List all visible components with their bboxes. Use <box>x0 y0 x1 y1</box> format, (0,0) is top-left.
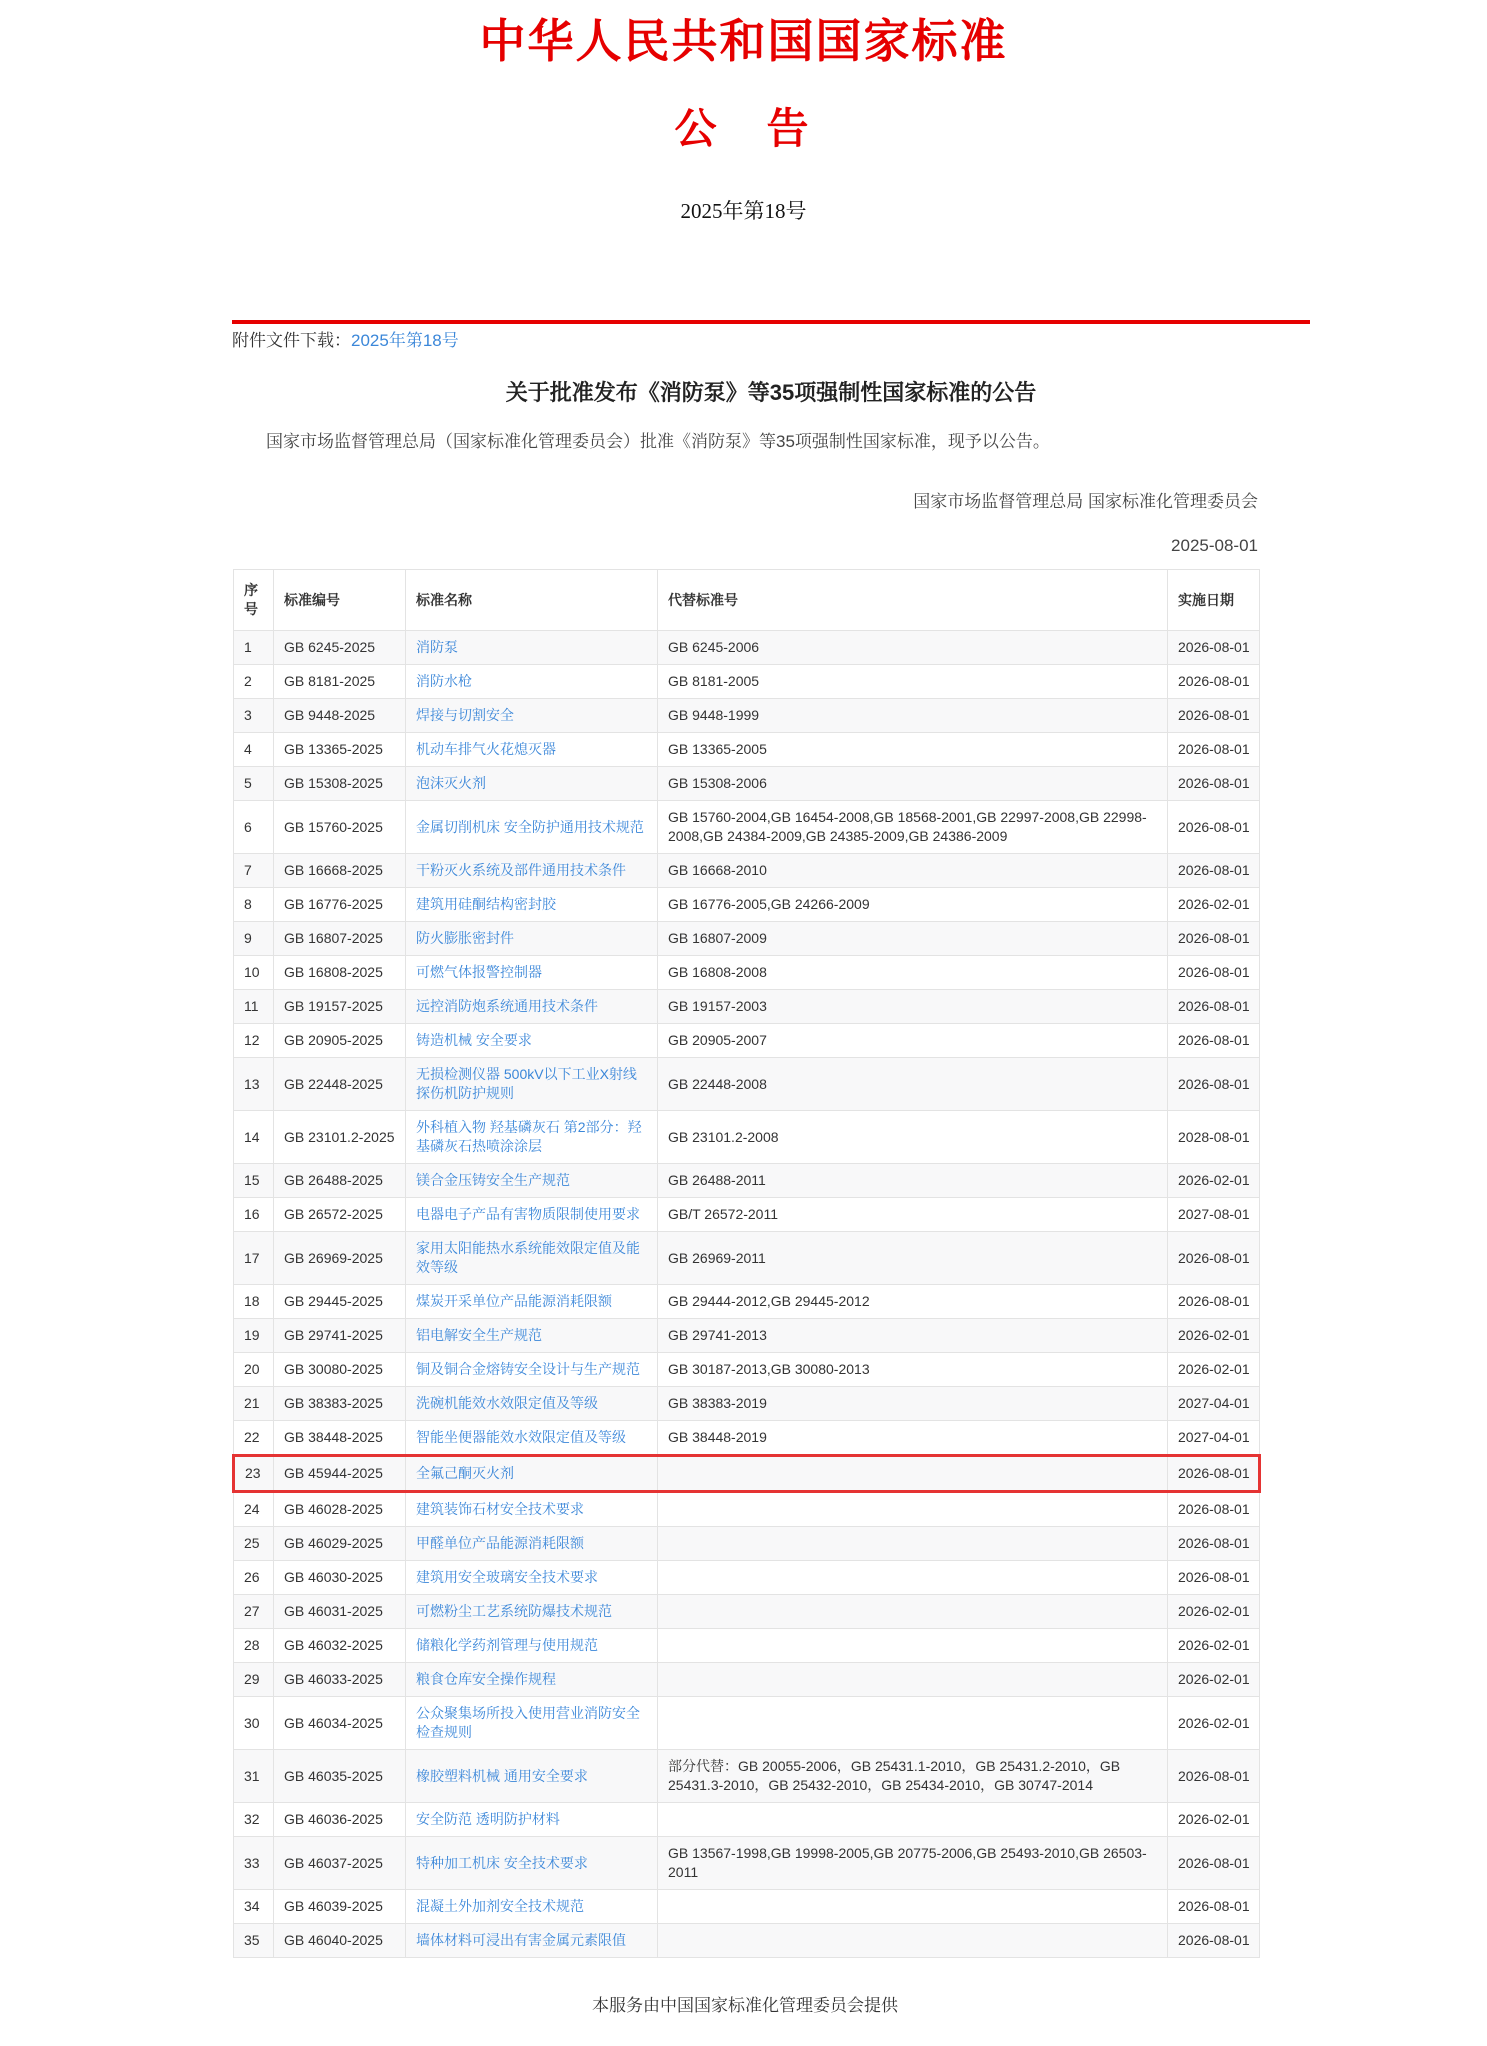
cell-date: 2026-08-01 <box>1168 631 1260 665</box>
standards-table-body <box>234 631 1260 1958</box>
cell-code: GB 15760-2025 <box>274 801 406 854</box>
cell-seq: 26 <box>234 1561 274 1595</box>
table-row <box>234 1198 1260 1232</box>
table-row <box>234 1527 1260 1561</box>
standard-name-link[interactable]: 储粮化学药剂管理与使用规范 <box>416 1637 598 1653</box>
standard-name-link[interactable]: 金属切削机床 安全防护通用技术规范 <box>416 818 644 835</box>
cell-date: 2027-04-01 <box>1168 1421 1260 1456</box>
cell-date: 2026-02-01 <box>1168 1803 1260 1837</box>
cell-name <box>406 888 658 922</box>
cell-code: GB 16808-2025 <box>274 956 406 990</box>
standard-name-link[interactable]: 洗碗机能效水效限定值及等级 <box>416 1395 598 1411</box>
cell-name <box>406 733 658 767</box>
cell-replaced: GB 15308-2006 <box>658 767 1168 801</box>
table-row <box>234 733 1260 767</box>
cell-replaced: GB 13567-1998,GB 19998-2005,GB 20775-2006,GB 25493-2010,GB 26503-2011 <box>658 1837 1168 1890</box>
cell-date: 2026-08-01 <box>1168 1890 1260 1924</box>
issue-number: 2025年第18号 <box>680 199 807 223</box>
cell-date: 2026-08-01 <box>1168 922 1260 956</box>
cell-code: GB 29445-2025 <box>274 1285 406 1319</box>
cell-name <box>406 699 658 733</box>
cell-date: 2027-08-01 <box>1168 1198 1260 1232</box>
standard-name-link[interactable]: 焊接与切割安全 <box>416 707 514 723</box>
cell-code: GB 38383-2025 <box>274 1387 406 1421</box>
cell-replaced <box>658 1924 1168 1958</box>
cell-replaced <box>658 1890 1168 1924</box>
table-row <box>234 1024 1260 1058</box>
cell-seq: 18 <box>234 1285 274 1319</box>
cell-date: 2026-08-01 <box>1168 767 1260 801</box>
cell-code: GB 46033-2025 <box>274 1663 406 1697</box>
cell-name <box>406 1561 658 1595</box>
standard-name-link[interactable]: 可燃粉尘工艺系统防爆技术规范 <box>416 1603 612 1619</box>
standard-name-link[interactable]: 泡沫灭火剂 <box>416 775 486 791</box>
cell-date: 2026-08-01 <box>1168 1561 1260 1595</box>
cell-date: 2026-02-01 <box>1168 1353 1260 1387</box>
table-row-highlighted <box>234 1456 1260 1492</box>
cell-date: 2026-02-01 <box>1168 1663 1260 1697</box>
table-row <box>234 1285 1260 1319</box>
cell-replaced: GB 20905-2007 <box>658 1024 1168 1058</box>
cell-date: 2026-08-01 <box>1168 1456 1260 1492</box>
cell-code: GB 16776-2025 <box>274 888 406 922</box>
standard-name-link[interactable]: 粮食仓库安全操作规程 <box>416 1671 556 1687</box>
cell-seq: 33 <box>234 1837 274 1890</box>
cell-date: 2026-08-01 <box>1168 1285 1260 1319</box>
announcement-body: 国家市场监督管理总局（国家标准化管理委员会）批准《消防泵》等35项强制性国家标准，现予以公告。 <box>266 432 1050 451</box>
cell-name <box>406 1111 658 1164</box>
cell-date: 2026-08-01 <box>1168 990 1260 1024</box>
table-row <box>234 1890 1260 1924</box>
standard-name-link[interactable]: 消防泵 <box>416 639 458 655</box>
cell-seq: 8 <box>234 888 274 922</box>
table-row <box>234 767 1260 801</box>
cell-replaced <box>658 1527 1168 1561</box>
standard-name-link[interactable]: 混凝土外加剂安全技术规范 <box>416 1898 584 1914</box>
cell-replaced: GB 26969-2011 <box>658 1232 1168 1285</box>
table-row <box>234 1629 1260 1663</box>
cell-replaced <box>658 1595 1168 1629</box>
cell-replaced: GB 26488-2011 <box>658 1164 1168 1198</box>
cell-name <box>406 1803 658 1837</box>
cell-seq: 24 <box>234 1492 274 1527</box>
cell-seq: 12 <box>234 1024 274 1058</box>
cell-replaced: GB 13365-2005 <box>658 733 1168 767</box>
cell-code: GB 46034-2025 <box>274 1697 406 1750</box>
cell-seq: 6 <box>234 801 274 854</box>
table-row <box>234 1697 1260 1750</box>
cell-date: 2026-08-01 <box>1168 1492 1260 1527</box>
cell-name <box>406 1492 658 1527</box>
cell-seq: 22 <box>234 1421 274 1456</box>
col-header-date: 实施日期 <box>1168 570 1260 631</box>
standard-name-link[interactable]: 无损检测仪器 500kV以下工业X射线探伤机防护规则 <box>416 1066 637 1101</box>
cell-seq: 21 <box>234 1387 274 1421</box>
table-row <box>234 1353 1260 1387</box>
cell-date: 2026-08-01 <box>1168 1837 1260 1890</box>
cell-replaced: GB 16807-2009 <box>658 922 1168 956</box>
cell-seq: 23 <box>234 1456 274 1492</box>
cell-seq: 28 <box>234 1629 274 1663</box>
cell-name <box>406 1232 658 1285</box>
cell-date: 2026-02-01 <box>1168 1164 1260 1198</box>
cell-name <box>406 1353 658 1387</box>
content-area <box>232 320 1310 2018</box>
cell-code: GB 8181-2025 <box>274 665 406 699</box>
standard-name-link[interactable]: 消防水枪 <box>416 673 472 689</box>
cell-seq: 32 <box>234 1803 274 1837</box>
table-row <box>234 1837 1260 1890</box>
cell-seq: 15 <box>234 1164 274 1198</box>
cell-name <box>406 1629 658 1663</box>
cell-replaced <box>658 1456 1168 1492</box>
standard-name-link[interactable]: 铸造机械 安全要求 <box>416 1032 532 1048</box>
standard-name-link[interactable]: 镁合金压铸安全生产规范 <box>416 1172 570 1188</box>
cell-date: 2026-08-01 <box>1168 733 1260 767</box>
cell-code: GB 46029-2025 <box>274 1527 406 1561</box>
cell-replaced <box>658 1629 1168 1663</box>
table-row <box>234 1750 1260 1803</box>
table-row <box>234 1595 1260 1629</box>
cell-date: 2026-08-01 <box>1168 1924 1260 1958</box>
red-divider <box>232 320 1310 324</box>
cell-seq: 19 <box>234 1319 274 1353</box>
cell-date: 2026-02-01 <box>1168 1319 1260 1353</box>
cell-code: GB 46040-2025 <box>274 1924 406 1958</box>
standard-name-link[interactable]: 甲醛单位产品能源消耗限额 <box>416 1535 584 1551</box>
cell-seq: 4 <box>234 733 274 767</box>
standard-name-link[interactable]: 电器电子产品有害物质限制使用要求 <box>416 1206 640 1222</box>
table-row <box>234 1421 1260 1456</box>
cell-seq: 5 <box>234 767 274 801</box>
table-header-row <box>234 570 1260 631</box>
cell-code: GB 46028-2025 <box>274 1492 406 1527</box>
standard-name-link[interactable]: 橡胶塑料机械 通用安全要求 <box>416 1767 588 1784</box>
cell-code: GB 26969-2025 <box>274 1232 406 1285</box>
cell-seq: 13 <box>234 1058 274 1111</box>
table-row <box>234 1803 1260 1837</box>
cell-date: 2026-08-01 <box>1168 1058 1260 1111</box>
cell-date: 2026-02-01 <box>1168 1697 1260 1750</box>
cell-code: GB 38448-2025 <box>274 1421 406 1456</box>
cell-code: GB 26488-2025 <box>274 1164 406 1198</box>
issuing-agencies: 国家市场监督管理总局 国家标准化管理委员会 <box>913 492 1258 511</box>
cell-name <box>406 665 658 699</box>
standard-name-link[interactable]: 机动车排气火花熄灭器 <box>416 741 556 757</box>
table-row <box>234 1111 1260 1164</box>
cell-replaced: GB 29444-2012,GB 29445-2012 <box>658 1285 1168 1319</box>
cell-date: 2026-08-01 <box>1168 699 1260 733</box>
cell-name <box>406 1663 658 1697</box>
cell-replaced: GB 8181-2005 <box>658 665 1168 699</box>
table-row <box>234 801 1260 854</box>
table-row <box>234 888 1260 922</box>
cell-code: GB 26572-2025 <box>274 1198 406 1232</box>
standard-name-link[interactable]: 建筑装饰石材安全技术要求 <box>416 1501 584 1517</box>
cell-seq: 29 <box>234 1663 274 1697</box>
standard-name-link[interactable]: 家用太阳能热水系统能效限定值及能效等级 <box>416 1240 640 1275</box>
table-row <box>234 990 1260 1024</box>
cell-name <box>406 1198 658 1232</box>
table-row <box>234 1924 1260 1958</box>
standard-name-link[interactable]: 全氟己酮灭火剂 <box>416 1465 514 1481</box>
cell-code: GB 15308-2025 <box>274 767 406 801</box>
cell-code: GB 29741-2025 <box>274 1319 406 1353</box>
cell-name <box>406 801 658 854</box>
cell-replaced: GB 16776-2005,GB 24266-2009 <box>658 888 1168 922</box>
attachment-link[interactable]: 2025年第18号 <box>351 331 459 350</box>
table-row <box>234 1058 1260 1111</box>
standard-name-link[interactable]: 公众聚集场所投入使用营业消防安全检查规则 <box>416 1705 640 1740</box>
table-row <box>234 1663 1260 1697</box>
standard-name-link[interactable]: 煤炭开采单位产品能源消耗限额 <box>416 1293 612 1309</box>
cell-seq: 1 <box>234 631 274 665</box>
cell-seq: 7 <box>234 854 274 888</box>
cell-date: 2026-08-01 <box>1168 956 1260 990</box>
cell-date: 2026-02-01 <box>1168 888 1260 922</box>
cell-replaced: GB/T 26572-2011 <box>658 1198 1168 1232</box>
standard-name-link[interactable]: 特种加工机床 安全技术要求 <box>416 1854 588 1871</box>
table-row <box>234 1561 1260 1595</box>
cell-name <box>406 1924 658 1958</box>
cell-code: GB 46030-2025 <box>274 1561 406 1595</box>
cell-replaced <box>658 1697 1168 1750</box>
footer-note: 本服务由中国国家标准化管理委员会提供 <box>592 1996 898 2015</box>
col-header-name: 标准名称 <box>406 570 658 631</box>
cell-code: GB 46039-2025 <box>274 1890 406 1924</box>
cell-code: GB 45944-2025 <box>274 1456 406 1492</box>
cell-name <box>406 1697 658 1750</box>
cell-replaced: GB 16808-2008 <box>658 956 1168 990</box>
announcement-page <box>0 16 1487 2018</box>
cell-name <box>406 922 658 956</box>
cell-replaced <box>658 1803 1168 1837</box>
standard-name-link[interactable]: 外科植入物 羟基磷灰石 第2部分：羟基磷灰石热喷涂涂层 <box>416 1119 642 1154</box>
cell-seq: 11 <box>234 990 274 1024</box>
cell-date: 2026-08-01 <box>1168 1750 1260 1803</box>
cell-seq: 34 <box>234 1890 274 1924</box>
attachment-label: 附件文件下载： <box>232 331 351 350</box>
table-row <box>234 699 1260 733</box>
cell-replaced: GB 29741-2013 <box>658 1319 1168 1353</box>
cell-code: GB 46031-2025 <box>274 1595 406 1629</box>
cell-name <box>406 1890 658 1924</box>
cell-code: GB 16668-2025 <box>274 854 406 888</box>
cell-replaced: GB 16668-2010 <box>658 854 1168 888</box>
cell-replaced <box>658 1663 1168 1697</box>
cell-name <box>406 1058 658 1111</box>
cell-replaced: GB 22448-2008 <box>658 1058 1168 1111</box>
col-header-replaced: 代替标准号 <box>658 570 1168 631</box>
cell-replaced: GB 38448-2019 <box>658 1421 1168 1456</box>
cell-name <box>406 854 658 888</box>
cell-seq: 35 <box>234 1924 274 1958</box>
standard-name-link[interactable]: 防火膨胀密封件 <box>416 930 514 946</box>
standard-name-link[interactable]: 建筑用安全玻璃安全技术要求 <box>416 1569 598 1585</box>
table-row <box>234 1319 1260 1353</box>
table-row <box>234 665 1260 699</box>
cell-name <box>406 1527 658 1561</box>
cell-name <box>406 1285 658 1319</box>
cell-seq: 14 <box>234 1111 274 1164</box>
cell-replaced: GB 23101.2-2008 <box>658 1111 1168 1164</box>
cell-date: 2026-08-01 <box>1168 1024 1260 1058</box>
standards-table <box>232 569 1261 1958</box>
table-row <box>234 1164 1260 1198</box>
cell-seq: 10 <box>234 956 274 990</box>
cell-name <box>406 1595 658 1629</box>
standard-name-link[interactable]: 铜及铜合金熔铸安全设计与生产规范 <box>416 1361 640 1377</box>
cell-date: 2026-02-01 <box>1168 1595 1260 1629</box>
cell-replaced: 部分代替：GB 20055-2006，GB 25431.1-2010，GB 25431.2-2010，GB 25431.3-2010，GB 25432-2010，GB 25434-2010，GB 30747-2014 <box>658 1750 1168 1803</box>
cell-code: GB 23101.2-2025 <box>274 1111 406 1164</box>
attachment-download-row <box>232 329 1310 353</box>
cell-code: GB 9448-2025 <box>274 699 406 733</box>
cell-code: GB 46032-2025 <box>274 1629 406 1663</box>
cell-date: 2028-08-01 <box>1168 1111 1260 1164</box>
cell-name <box>406 1421 658 1456</box>
cell-code: GB 46035-2025 <box>274 1750 406 1803</box>
cell-name <box>406 1456 658 1492</box>
cell-seq: 17 <box>234 1232 274 1285</box>
cell-replaced: GB 9448-1999 <box>658 699 1168 733</box>
announcement-title: 关于批准发布《消防泵》等35项强制性国家标准的公告 <box>505 380 1037 405</box>
page-title: 中华人民共和国国家标准 <box>479 16 1008 67</box>
standard-name-link[interactable]: 铝电解安全生产规范 <box>416 1327 542 1343</box>
cell-name <box>406 767 658 801</box>
cell-seq: 31 <box>234 1750 274 1803</box>
cell-seq: 25 <box>234 1527 274 1561</box>
cell-code: GB 19157-2025 <box>274 990 406 1024</box>
page-subtitle: 公 告 <box>674 107 813 153</box>
publish-date: 2025-08-01 <box>1171 536 1258 555</box>
cell-name <box>406 631 658 665</box>
cell-name <box>406 1387 658 1421</box>
cell-date: 2026-02-01 <box>1168 1629 1260 1663</box>
cell-seq: 20 <box>234 1353 274 1387</box>
cell-date: 2026-08-01 <box>1168 854 1260 888</box>
cell-replaced <box>658 1492 1168 1527</box>
cell-replaced <box>658 1561 1168 1595</box>
table-row <box>234 854 1260 888</box>
cell-date: 2026-08-01 <box>1168 1232 1260 1285</box>
cell-replaced: GB 15760-2004,GB 16454-2008,GB 18568-2001,GB 22997-2008,GB 22998-2008,GB 24384-2009,GB 24385-2009,GB 24386-2009 <box>658 801 1168 854</box>
table-row <box>234 631 1260 665</box>
cell-seq: 30 <box>234 1697 274 1750</box>
table-row <box>234 922 1260 956</box>
cell-name <box>406 1024 658 1058</box>
table-row <box>234 1232 1260 1285</box>
col-header-code: 标准编号 <box>274 570 406 631</box>
cell-replaced: GB 30187-2013,GB 30080-2013 <box>658 1353 1168 1387</box>
cell-seq: 16 <box>234 1198 274 1232</box>
table-row <box>234 956 1260 990</box>
cell-replaced: GB 38383-2019 <box>658 1387 1168 1421</box>
cell-code: GB 46036-2025 <box>274 1803 406 1837</box>
standard-name-link[interactable]: 可燃气体报警控制器 <box>416 964 542 980</box>
cell-date: 2027-04-01 <box>1168 1387 1260 1421</box>
cell-code: GB 46037-2025 <box>274 1837 406 1890</box>
cell-name <box>406 990 658 1024</box>
cell-name <box>406 1750 658 1803</box>
cell-code: GB 16807-2025 <box>274 922 406 956</box>
col-header-seq: 序号 <box>234 570 274 631</box>
cell-seq: 3 <box>234 699 274 733</box>
cell-name <box>406 1164 658 1198</box>
table-row <box>234 1387 1260 1421</box>
standard-name-link[interactable]: 建筑用硅酮结构密封胶 <box>416 896 556 912</box>
cell-replaced: GB 6245-2006 <box>658 631 1168 665</box>
cell-name <box>406 956 658 990</box>
cell-code: GB 6245-2025 <box>274 631 406 665</box>
table-row <box>234 1492 1260 1527</box>
standard-name-link[interactable]: 安全防范 透明防护材料 <box>416 1811 560 1827</box>
cell-replaced: GB 19157-2003 <box>658 990 1168 1024</box>
cell-seq: 2 <box>234 665 274 699</box>
cell-code: GB 20905-2025 <box>274 1024 406 1058</box>
cell-code: GB 13365-2025 <box>274 733 406 767</box>
cell-date: 2026-08-01 <box>1168 801 1260 854</box>
cell-date: 2026-08-01 <box>1168 665 1260 699</box>
standard-name-link[interactable]: 远控消防炮系统通用技术条件 <box>416 998 598 1014</box>
standard-name-link[interactable]: 墙体材料可浸出有害金属元素限值 <box>416 1932 626 1948</box>
cell-name <box>406 1319 658 1353</box>
cell-code: GB 22448-2025 <box>274 1058 406 1111</box>
cell-name <box>406 1837 658 1890</box>
cell-code: GB 30080-2025 <box>274 1353 406 1387</box>
cell-seq: 27 <box>234 1595 274 1629</box>
cell-date: 2026-08-01 <box>1168 1527 1260 1561</box>
cell-seq: 9 <box>234 922 274 956</box>
standard-name-link[interactable]: 智能坐便器能效水效限定值及等级 <box>416 1429 626 1445</box>
standard-name-link[interactable]: 干粉灭火系统及部件通用技术条件 <box>416 862 626 878</box>
